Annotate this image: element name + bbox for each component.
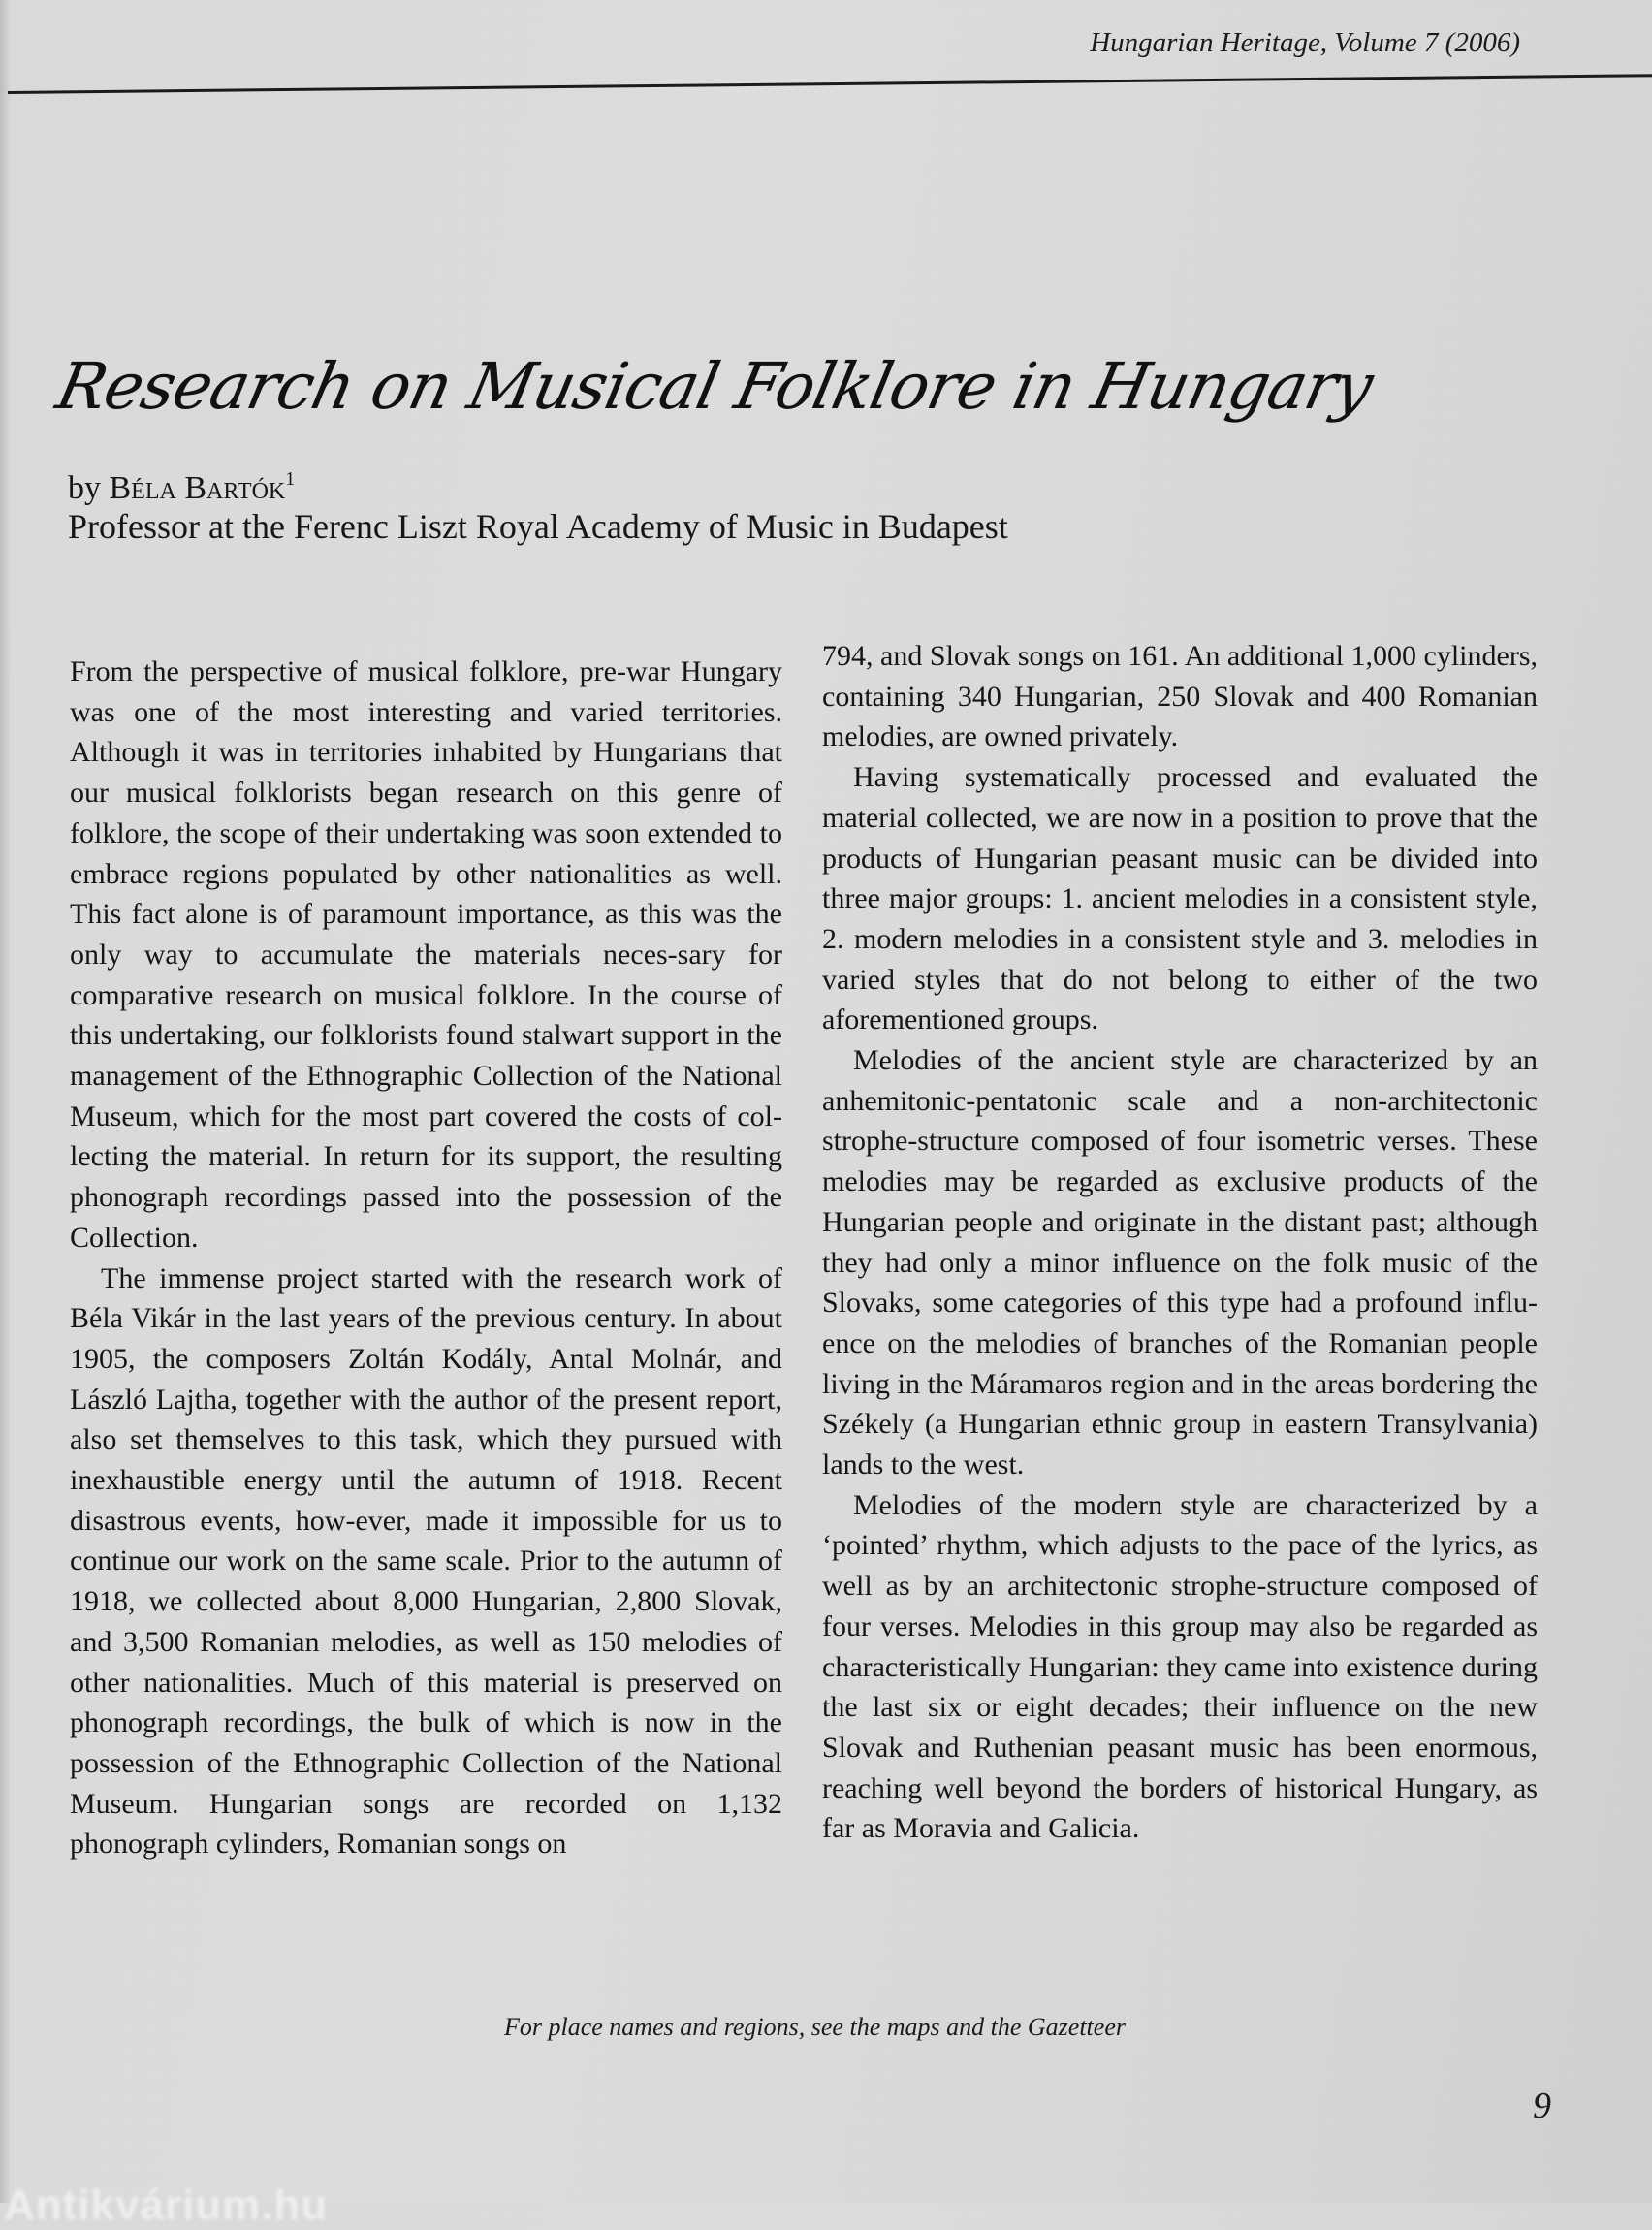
paragraph: Having systematically processed and evaluated the material collected, we are now in a position to prove that the products of Hungarian peasant music can be divided into three major groups: 1. ancient melodies in a consistent style, 2. modern melodies in a consistent style and 3. melodies in varied styles that do not belong to either of the two aforementioned groups.	[822, 761, 1538, 1036]
paragraph: From the perspective of musical folklore, pre-war Hungary was one of the most interesting and varied territories. Although it was in territories inhabited by Hungarians that our musical folklorists began research on this genre of folklore, the scope of their undertaking was soon extended to embrace regions populated by other nationalities as well. This fact alone is of paramount importance, as this was the only way to accumulate the materials neces-sary for comparative research on musical folklore. In the course of this undertaking, our folklorists found stalwart support in the management of the Ethnographic Collection of the National Museum, which for the most part covered the costs of col-lecting the material. In return for its support, the resulting phonograph recordings passed into the possession of the Collection.	[70, 655, 782, 1254]
paragraph: The immense project started with the research work of Béla Vikár in the last years of the previous century. In about 1905, the composers Zoltán Kodály, Antal Molnár, and László Lajtha, together with the author of the present report, also set themselves to this task, which they pursued with inexhaustible energy until the autumn of 1918. Recent disastrous events, how-ever, made it impossible for us to continue our work on the same scale. Prior to the autumn of 1918, we collected about 8,000 Hungarian, 2,800 Slovak, and 3,500 Romanian melodies, as well as 150 melodies of other nationalities. Much of this material is preserved on phonograph recordings, the bulk of which is now in the possession of the Ethnographic Collection of the National Museum. Hungarian songs are recorded on 1,132 phonograph cylinders, Romanian songs on	[70, 1261, 782, 1861]
page-caption: For place names and regions, see the maps and the Gazetteer	[504, 2013, 1126, 2041]
page-gutter-shadow	[0, 0, 10, 2203]
footnote-marker: 1	[285, 468, 296, 490]
paragraph: Melodies of the ancient style are characterized by an anhemitonic-pentatonic scale and a non-architectonic strophe-structure composed of four isometric verses. These melodies may be regarded as exclusive products of the Hungarian people and originate in the distant past; although they had only a minor influence on the folk music of the Slovaks, some categories of this type had a profound influ-ence on the melodies of branches of the Romanian people living in the Máramaros region and in the areas bordering the Székely (a Hungarian ethnic group in eastern Transylvania) lands to the west.	[822, 1044, 1538, 1481]
left-column	[70, 652, 782, 1864]
article-title: Research on Musical Folklore in Hungary	[50, 349, 1380, 424]
author-affiliation: Professor at the Ferenc Liszt Royal Academy of Music in Budapest	[68, 507, 1008, 546]
page-number: 9	[1533, 2086, 1551, 2126]
running-header: Hungarian Heritage, Volume 7 (2006)	[1090, 27, 1520, 58]
paragraph: 794, and Slovak songs on 161. An additional 1,000 cylinders, containing 340 Hungarian, 250 Slovak and 400 Romanian melodies, are owned privately.	[822, 640, 1538, 753]
paragraph: Melodies of the modern style are characterized by a ‘pointed’ rhythm, which adjusts to the pace of the lyrics, as well as by an architectonic strophe-structure composed of four verses. Melodies in this group may also be regarded as characteristically Hungarian: they came into existence during the last six or eight decades; their influence on the new Slovak and Ruthenian peasant music has been enormous, reaching well beyond the borders of historical Hungary, as far as Moravia and Galicia.	[822, 1488, 1538, 1845]
byline	[68, 468, 295, 507]
byline-prefix: by	[68, 470, 110, 506]
author-name: Béla Bartók	[109, 470, 286, 506]
right-column	[822, 636, 1538, 1849]
header-rule-divider	[8, 74, 1652, 94]
watermark: Antikvárium.hu	[4, 2182, 329, 2229]
